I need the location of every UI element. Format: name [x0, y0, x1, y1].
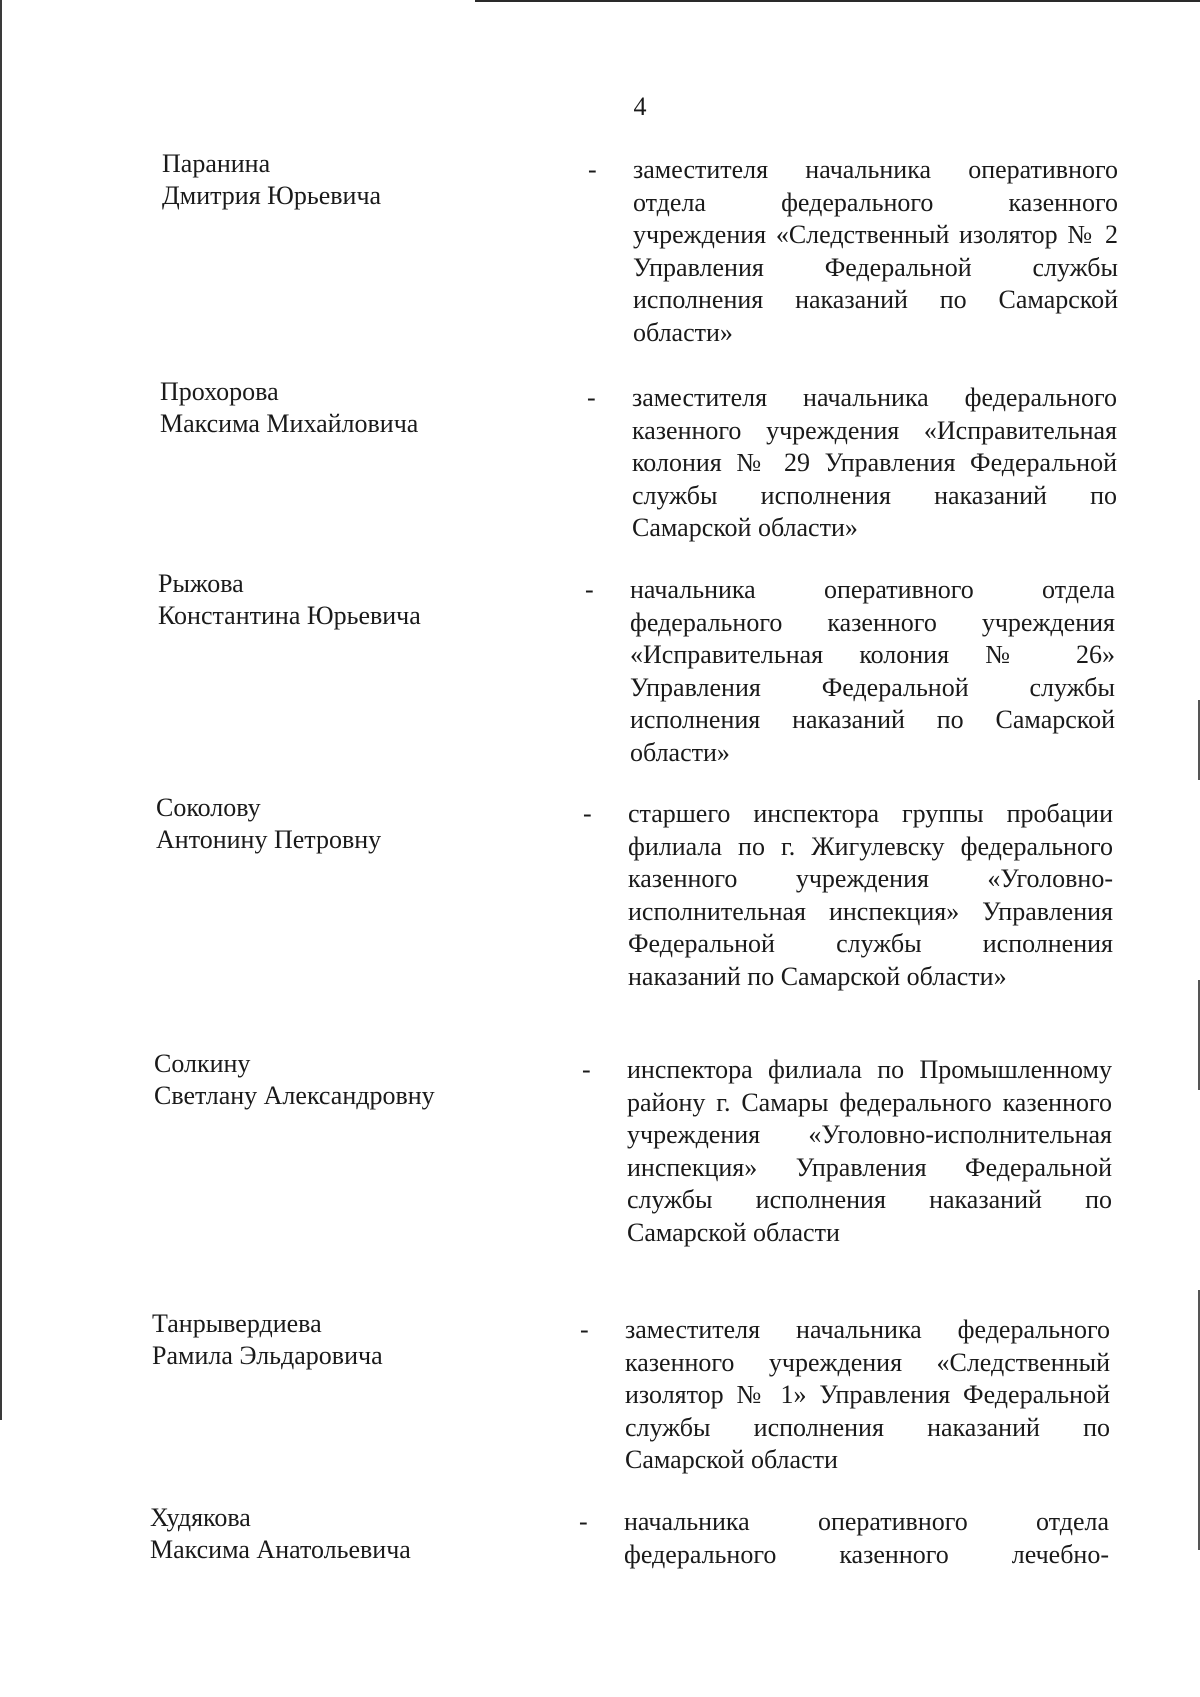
appointee-name — [152, 1308, 383, 1372]
scan-top-edge-line — [475, 0, 1200, 2]
entry-dash: - — [582, 1055, 591, 1084]
appointee-surname: Танрывердиева — [152, 1309, 322, 1338]
appointee-position: заместителя начальника оперативного отдела федерального казенного учреждения «Следственный изолятор № 2 Управления Федеральной службы исполнения наказаний по Самарской области» — [633, 155, 1118, 347]
appointee-position: заместителя начальника федерального казенного учреждения «Следственный изолятор № 1» Управления Федеральной службы исполнения наказаний по Самарской области — [625, 1315, 1110, 1474]
appointee-position: заместителя начальника федерального казенного учреждения «Исправительная колония № 29 Управления Федеральной службы исполнения наказаний по Самарской области» — [632, 383, 1117, 542]
appointee-name — [154, 1048, 435, 1112]
appointee-given-names: Константина Юрьевича — [158, 601, 421, 630]
appointee-given-names: Максима Анатольевича — [150, 1535, 411, 1564]
entry-dash: - — [585, 575, 594, 604]
appointee-position: начальника оперативного отдела федерального казенного лечебно- — [624, 1507, 1109, 1569]
appointee-given-names: Антонину Петровну — [156, 825, 382, 854]
appointee-name — [158, 568, 421, 632]
entry-dash: - — [587, 383, 596, 412]
entry-dash: - — [580, 1315, 589, 1344]
appointee-given-names: Рамила Эльдаровича — [152, 1341, 383, 1370]
appointee-surname: Прохорова — [160, 377, 279, 406]
page-number: 4 — [633, 92, 647, 121]
entry-dash: - — [583, 799, 592, 828]
appointee-surname: Паранина — [162, 149, 271, 178]
appointee-given-names: Светлану Александровну — [154, 1081, 435, 1110]
appointee-surname: Рыжова — [158, 569, 244, 598]
appointee-surname: Соколову — [156, 793, 261, 822]
appointee-name — [150, 1502, 411, 1566]
appointee-given-names: Дмитрия Юрьевича — [162, 181, 382, 210]
appointee-name — [162, 148, 381, 212]
scan-left-edge-line — [0, 0, 2, 1420]
appointee-position: старшего инспектора группы пробации филиала по г. Жигулевску федерального казенного учреждения «Уголовно-исполнительная инспекция» Управления Федеральной службы исполнения наказаний по Самарской области» — [628, 799, 1113, 991]
entry-dash: - — [588, 155, 597, 184]
appointee-surname: Худякова — [150, 1503, 251, 1532]
entry-dash: - — [579, 1507, 588, 1536]
appointee-position: начальника оперативного отдела федерального казенного учреждения «Исправительная колония № 26» Управления Федеральной службы исполнения наказаний по Самарской области» — [630, 575, 1115, 767]
appointee-given-names: Максима Михайловича — [160, 409, 419, 438]
appointee-surname: Солкину — [154, 1049, 251, 1078]
appointee-name — [160, 376, 418, 440]
appointee-name — [156, 792, 381, 856]
appointee-position: инспектора филиала по Промышленному району г. Самары федерального казенного учреждения «Уголовно-исполнительная инспекция» Управления Федеральной службы исполнения наказаний по Самарской области — [627, 1055, 1112, 1247]
